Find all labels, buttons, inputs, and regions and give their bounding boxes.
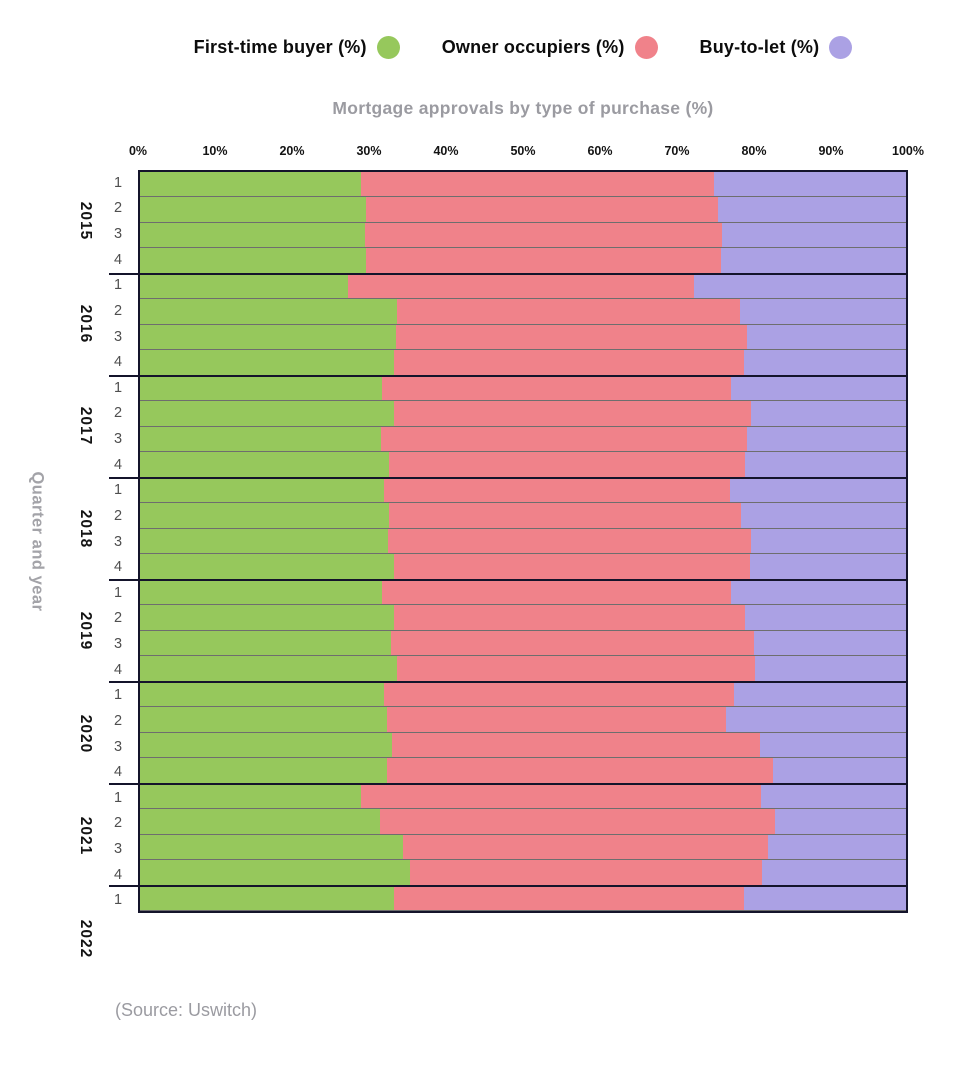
bar-row-2022-q1 — [140, 886, 906, 911]
x-tick-label: 20% — [279, 144, 305, 158]
bar-segment — [140, 733, 392, 757]
year-label-2019 — [70, 580, 100, 682]
bar-segment — [140, 325, 396, 349]
bar-row-2017-q4 — [140, 452, 906, 477]
bar-segment — [747, 427, 906, 451]
year-label-text: 2016 — [77, 304, 95, 343]
quarter-labels — [104, 170, 132, 913]
quarter-label: 1 — [113, 892, 123, 909]
bar-row-2020-q3 — [140, 733, 906, 758]
bar-segment — [734, 682, 906, 706]
quarter-label: 1 — [113, 174, 123, 191]
legend-item-2 — [700, 36, 853, 59]
year-label-2020 — [70, 682, 100, 784]
year-label-text: 2019 — [77, 611, 95, 651]
bar-segment — [391, 631, 753, 655]
quarter-label: 2 — [113, 302, 123, 319]
plot-area — [138, 170, 908, 913]
bar-segment — [731, 376, 906, 400]
quarter-label: 3 — [113, 431, 123, 448]
quarter-label: 3 — [113, 636, 123, 653]
bar-segment — [140, 809, 380, 833]
bar-segment — [140, 248, 366, 272]
year-label-text: 2017 — [77, 406, 95, 446]
year-separator — [109, 375, 906, 377]
bar-segment — [140, 529, 388, 553]
bar-segment — [348, 274, 693, 298]
year-separator — [109, 783, 906, 785]
quarter-label: 1 — [113, 584, 123, 601]
quarter-label: 2 — [113, 815, 123, 832]
legend-label: First-time buyer (%) — [193, 37, 367, 57]
quarter-label: 3 — [113, 841, 123, 858]
bar-row-2020-q1 — [140, 682, 906, 707]
bar-segment — [140, 172, 361, 196]
quarter-label: 2 — [113, 610, 123, 627]
bar-segment — [397, 299, 739, 323]
legend-swatch-icon — [377, 36, 400, 59]
bar-segment — [140, 784, 361, 808]
bar-segment — [394, 401, 752, 425]
bar-segment — [140, 274, 348, 298]
bar-row-2017-q1 — [140, 376, 906, 401]
bar-segment — [140, 503, 389, 527]
x-tick-label: 100% — [892, 144, 924, 158]
bar-row-2016-q4 — [140, 350, 906, 375]
bar-row-2020-q4 — [140, 758, 906, 783]
chart-title: Mortgage approvals by type of purchase (%) — [332, 98, 714, 118]
y-axis-title-text: Quarter and year — [28, 471, 47, 612]
bar-segment — [747, 325, 906, 349]
bar-row-2016-q3 — [140, 325, 906, 350]
bar-segment — [140, 605, 394, 629]
bar-segment — [768, 835, 906, 859]
bar-segment — [140, 886, 394, 910]
bar-segment — [361, 784, 762, 808]
year-label-text: 2022 — [77, 919, 95, 958]
bar-segment — [744, 886, 906, 910]
year-label-2021 — [70, 785, 100, 887]
quarter-label: 2 — [113, 405, 123, 422]
x-tick-label: 90% — [818, 144, 844, 158]
x-tick-label: 80% — [741, 144, 767, 158]
x-tick-label: 0% — [128, 144, 148, 158]
bar-segment — [380, 809, 775, 833]
bar-segment — [140, 197, 366, 221]
quarter-label: 4 — [113, 559, 123, 576]
bar-row-2021-q1 — [140, 784, 906, 809]
bar-segment — [714, 172, 906, 196]
x-tick-label: 60% — [587, 144, 613, 158]
bar-segment — [140, 427, 381, 451]
bar-row-2015-q3 — [140, 223, 906, 248]
bar-segment — [394, 554, 749, 578]
x-tick-label: 10% — [202, 144, 228, 158]
year-label-2017 — [70, 375, 100, 477]
quarter-label: 2 — [113, 200, 123, 217]
x-tick-label: 50% — [510, 144, 536, 158]
bar-segment — [365, 223, 722, 247]
quarter-label: 4 — [113, 354, 123, 371]
bar-row-2015-q4 — [140, 248, 906, 273]
year-separator — [109, 273, 906, 275]
legend-swatch-icon — [829, 36, 852, 59]
x-tick-label: 40% — [433, 144, 459, 158]
x-tick-label: 70% — [664, 144, 690, 158]
bar-segment — [140, 223, 365, 247]
quarter-label: 4 — [113, 866, 123, 883]
x-axis — [128, 144, 924, 162]
bar-segment — [140, 835, 403, 859]
year-label-2015 — [70, 170, 100, 272]
bar-segment — [775, 809, 906, 833]
bar-segment — [392, 733, 760, 757]
quarter-label: 1 — [113, 277, 123, 294]
bar-segment — [140, 631, 391, 655]
quarter-label: 1 — [113, 687, 123, 704]
bar-row-2015-q2 — [140, 197, 906, 222]
bar-segment — [773, 758, 906, 782]
bar-segment — [140, 656, 397, 680]
quarter-label: 3 — [113, 738, 123, 755]
bar-segment — [140, 376, 382, 400]
bar-segment — [730, 478, 906, 502]
bar-row-2019-q1 — [140, 580, 906, 605]
quarter-label: 2 — [113, 507, 123, 524]
bar-segment — [140, 682, 384, 706]
quarter-label: 4 — [113, 661, 123, 678]
bar-segment — [731, 580, 906, 604]
bar-segment — [366, 248, 721, 272]
bar-segment — [140, 478, 384, 502]
bar-segment — [389, 503, 741, 527]
bar-row-2018-q1 — [140, 478, 906, 503]
legend-swatch-icon — [635, 36, 658, 59]
quarter-label: 4 — [113, 456, 123, 473]
bar-segment — [140, 554, 394, 578]
x-tick-label: 30% — [356, 144, 382, 158]
bar-row-2018-q4 — [140, 554, 906, 579]
source-note: (Source: Uswitch) — [115, 1000, 258, 1020]
quarter-label: 1 — [113, 379, 123, 396]
bar-segment — [740, 299, 906, 323]
bar-row-2020-q2 — [140, 707, 906, 732]
bar-row-2016-q1 — [140, 274, 906, 299]
quarter-label: 4 — [113, 764, 123, 781]
legend-item-0 — [194, 36, 400, 59]
bar-segment — [721, 248, 906, 272]
bar-segment — [745, 605, 906, 629]
bar-row-2019-q2 — [140, 605, 906, 630]
bar-segment — [384, 478, 729, 502]
quarter-label: 2 — [113, 712, 123, 729]
bar-segment — [750, 554, 906, 578]
bar-segment — [718, 197, 906, 221]
bar-row-2015-q1 — [140, 172, 906, 197]
bar-row-2021-q3 — [140, 835, 906, 860]
quarter-label: 1 — [113, 482, 123, 499]
bar-segment — [397, 656, 755, 680]
year-label-2018 — [70, 477, 100, 579]
bar-segment — [741, 503, 906, 527]
bar-segment — [387, 758, 773, 782]
bar-segment — [722, 223, 906, 247]
legend — [138, 36, 908, 59]
bar-segment — [394, 350, 743, 374]
year-label-text: 2015 — [77, 201, 95, 241]
bar-segment — [384, 682, 733, 706]
bar-segment — [389, 452, 745, 476]
bar-segment — [754, 631, 906, 655]
bar-row-2017-q2 — [140, 401, 906, 426]
bar-row-2018-q2 — [140, 503, 906, 528]
bar-row-2021-q2 — [140, 809, 906, 834]
legend-label: Buy-to-let (%) — [699, 37, 820, 57]
bar-segment — [694, 274, 906, 298]
bar-segment — [762, 860, 906, 884]
bar-segment — [396, 325, 748, 349]
bar-segment — [140, 401, 394, 425]
bar-segment — [751, 401, 906, 425]
bar-row-2016-q2 — [140, 299, 906, 324]
year-separator — [109, 477, 906, 479]
bar-segment — [745, 452, 906, 476]
year-separator — [109, 885, 906, 887]
legend-label: Owner occupiers (%) — [441, 37, 625, 57]
bar-segment — [744, 350, 906, 374]
bar-segment — [361, 172, 713, 196]
bar-segment — [382, 580, 731, 604]
year-label-2016 — [70, 272, 100, 374]
bar-segment — [366, 197, 718, 221]
bar-row-2017-q3 — [140, 427, 906, 452]
bar-segment — [387, 707, 726, 731]
bar-row-2019-q4 — [140, 656, 906, 681]
bar-segment — [751, 529, 906, 553]
quarter-label: 4 — [113, 251, 123, 268]
bar-segment — [140, 350, 394, 374]
bar-segment — [394, 605, 745, 629]
bar-row-2021-q4 — [140, 860, 906, 885]
y-axis-title — [22, 170, 52, 913]
bar-segment — [760, 733, 906, 757]
bar-segment — [140, 707, 387, 731]
quarter-label: 3 — [113, 328, 123, 345]
bar-segment — [381, 427, 747, 451]
legend-item-1 — [442, 36, 658, 59]
bar-row-2018-q3 — [140, 529, 906, 554]
bar-segment — [140, 580, 382, 604]
bar-segment — [726, 707, 906, 731]
bar-segment — [403, 835, 768, 859]
bar-segment — [140, 452, 389, 476]
bar-segment — [394, 886, 743, 910]
bar-segment — [140, 299, 397, 323]
bar-segment — [140, 860, 410, 884]
bar-segment — [140, 758, 387, 782]
quarter-label: 3 — [113, 533, 123, 550]
year-label-text: 2021 — [77, 816, 95, 856]
year-label-2022 — [70, 887, 100, 989]
year-label-text: 2018 — [77, 509, 95, 548]
bar-segment — [388, 529, 751, 553]
bar-row-2019-q3 — [140, 631, 906, 656]
year-separator — [109, 579, 906, 581]
bar-segment — [755, 656, 906, 680]
year-label-text: 2020 — [77, 714, 95, 753]
bar-segment — [761, 784, 906, 808]
quarter-label: 1 — [113, 789, 123, 806]
year-separator — [109, 681, 906, 683]
bar-segment — [382, 376, 731, 400]
bar-segment — [410, 860, 762, 884]
quarter-label: 3 — [113, 226, 123, 243]
